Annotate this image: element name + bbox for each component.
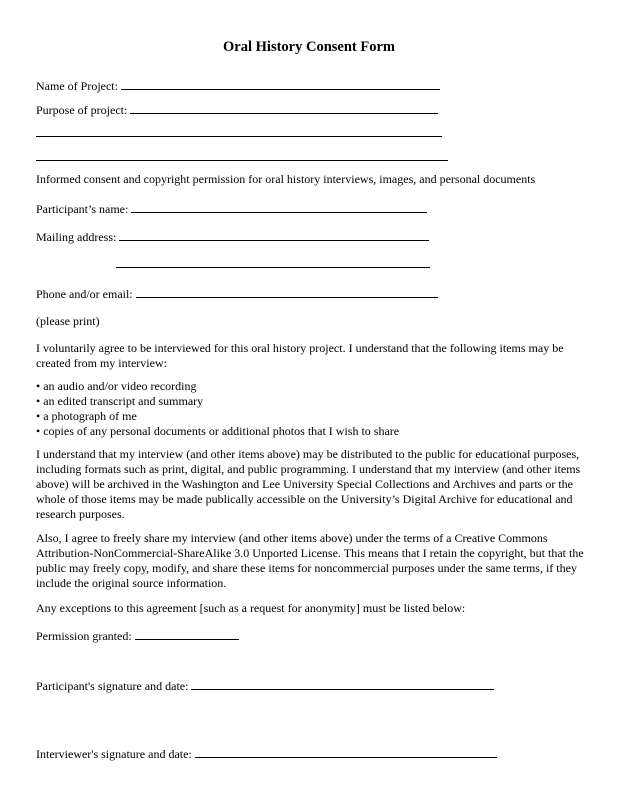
phone-email-input-line[interactable] (136, 286, 438, 298)
distribution-paragraph: I understand that my interview (and other items above) may be distributed to the public for educational purposes, including formats such as print, digital, and public programming. I understand that my interview (and other items above) will be archived in the Washington and Lee University Special Collections and Archives and parts or the whole of those items may be made publically accessible on the University’s Digital Archive for educational and research purposes. (36, 447, 581, 521)
permission-input-line[interactable] (135, 628, 239, 640)
list-item: • an audio and/or video recording (36, 379, 588, 394)
permission-field (36, 628, 239, 644)
interviewer-signature-input-line[interactable] (195, 746, 497, 758)
intro-text: Informed consent and copyright permission for oral history interviews, images, and personal documents (36, 172, 536, 186)
print-note: (please print) (36, 314, 100, 328)
project-purpose-field (36, 102, 438, 118)
list-item: • copies of any personal documents or additional photos that I wish to share (36, 424, 588, 439)
form-title: Oral History Consent Form (223, 39, 395, 55)
mailing-address-field (36, 229, 429, 245)
project-purpose-line-3[interactable] (36, 160, 448, 161)
phone-email-label: Phone and/or email: (36, 287, 133, 301)
project-name-label: Name of Project: (36, 79, 118, 93)
created-items-list (36, 379, 588, 439)
participant-signature-label: Participant's signature and date: (36, 679, 189, 693)
exceptions-paragraph: Any exceptions to this agreement [such as a request for anonymity] must be listed below: (36, 601, 466, 615)
participant-signature-field (36, 678, 494, 694)
participant-name-label: Participant’s name: (36, 202, 129, 216)
project-purpose-input-line[interactable] (130, 102, 438, 114)
mailing-address-label: Mailing address: (36, 230, 117, 244)
interviewer-signature-label: Interviewer's signature and date: (36, 747, 192, 761)
project-name-input-line[interactable] (121, 78, 440, 90)
mailing-address-input-line[interactable] (119, 229, 429, 241)
project-purpose-label: Purpose of project: (36, 103, 128, 117)
interviewer-signature-field (36, 746, 497, 762)
agreement-paragraph: I voluntarily agree to be interviewed for this oral history project. I understand that the following items may be created from my interview: (36, 341, 564, 370)
list-item: • a photograph of me (36, 409, 588, 424)
mailing-address-line-2[interactable] (116, 267, 430, 268)
participant-name-field (36, 201, 427, 217)
permission-label: Permission granted: (36, 629, 132, 643)
participant-name-input-line[interactable] (131, 201, 427, 213)
project-name-field (36, 78, 440, 94)
list-item: • an edited transcript and summary (36, 394, 588, 409)
participant-signature-input-line[interactable] (191, 678, 494, 690)
project-purpose-line-2[interactable] (36, 136, 442, 137)
license-paragraph: Also, I agree to freely share my interview (and other items above) under the terms of a Creative Commons Attribution-NonCommercial-ShareAlike 3.0 Unported License. This means that I retain the copyright, but that the public may freely copy, modify, and share these items for noncommercial purposes under the same terms, if they include the original source information. (36, 531, 584, 590)
phone-email-field (36, 286, 438, 302)
